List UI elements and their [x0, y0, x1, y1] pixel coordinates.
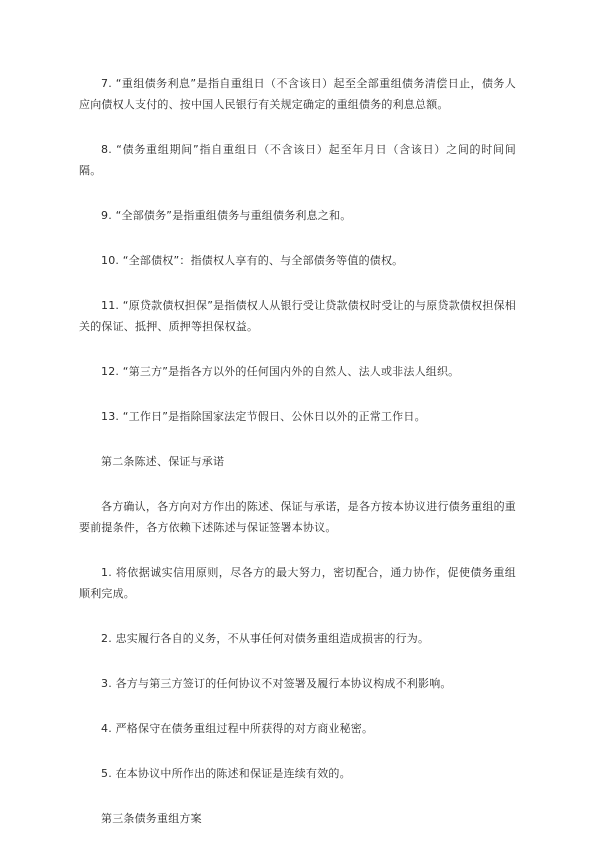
- article-2-heading: 第二条陈述、保证与承诺: [101, 455, 225, 468]
- article-2-intro: 各方确认，各方向对方作出的陈述、保证与承诺，是各方按本协议进行债务重组的重要前提条件，各方依赖下述陈述与保证签署本协议。: [79, 500, 516, 534]
- definition-8: 8. “债务重组期间”指自重组日（不含该日）起至年月日（含该日）之间的时间间隔。: [79, 143, 516, 177]
- document-body: [79, 73, 516, 853]
- definition-11: 11. “原贷款债权担保”是指债权人从银行受让贷款债权时受让的与原贷款债权担保相关的保证、抵押、质押等担保权益。: [79, 299, 516, 333]
- definition-13: 13. “工作日”是指除国家法定节假日、公休日以外的正常工作日。: [101, 410, 426, 423]
- definition-10: 10. “全部债权”：指债权人享有的、与全部债务等值的债权。: [101, 254, 404, 267]
- commitment-5: 5. 在本协议中所作出的陈述和保证是连续有效的。: [101, 767, 351, 780]
- definition-7: 7. “重组债务利息”是指自重组日（不含该日）起至全部重组债务清偿日止，债务人应向债权人支付的、按中国人民银行有关规定确定的重组债务的利息总额。: [79, 77, 516, 111]
- article-3-heading: 第三条债务重组方案: [101, 812, 202, 825]
- commitment-4: 4. 严格保守在债务重组过程中所获得的对方商业秘密。: [101, 722, 374, 735]
- definition-9: 9. “全部债务”是指重组债务与重组债务利息之和。: [101, 209, 352, 222]
- definition-12: 12. “第三方”是指各方以外的任何国内外的自然人、法人或非法人组织。: [101, 365, 460, 378]
- commitment-3: 3. 各方与第三方签订的任何协议不对签署及履行本协议构成不利影响。: [101, 677, 452, 690]
- commitment-1: 1. 将依据诚实信用原则，尽各方的最大努力，密切配合，通力协作，促使债务重组顺利完成。: [79, 566, 516, 600]
- commitment-2: 2. 忠实履行各自的义务，不从事任何对债务重组造成损害的行为。: [101, 632, 430, 645]
